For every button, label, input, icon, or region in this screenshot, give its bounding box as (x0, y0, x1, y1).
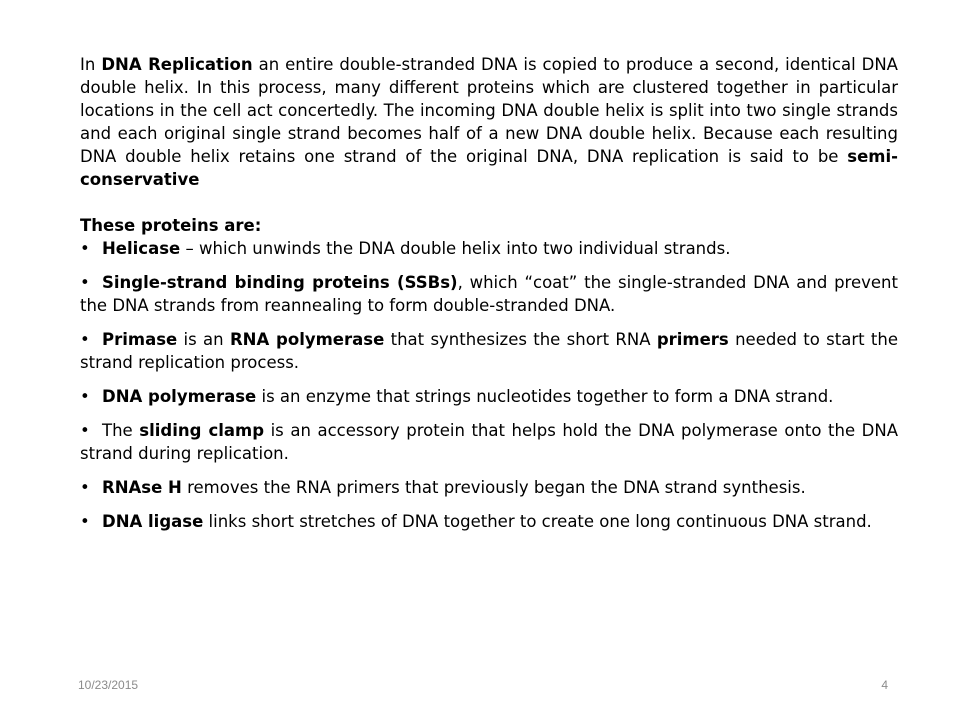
term-dna-replication: DNA Replication (101, 55, 253, 74)
item-text: , which “coat” the single-stranded DNA and prevent the DNA strands from reannealing to form double-stranded DNA. (80, 273, 898, 315)
term-rnase-h: RNAse H (102, 478, 182, 497)
term-rna-polymerase: RNA polymerase (229, 330, 385, 349)
bullet-icon: • (80, 512, 90, 531)
list-item-ssbs (80, 271, 898, 317)
footer-date: 10/23/2015 (78, 678, 139, 692)
list-item-sliding-clamp (80, 419, 898, 465)
list-item-helicase (80, 237, 898, 260)
item-text: – which unwinds the DNA double helix into two individual strands. (180, 239, 731, 258)
bullet-icon: • (80, 239, 90, 258)
item-text: that synthesizes the short RNA (384, 330, 657, 349)
term-primers: primers (656, 330, 729, 349)
list-item-primase (80, 328, 898, 374)
term-sliding-clamp: sliding clamp (139, 421, 265, 440)
bullet-icon: • (80, 478, 90, 497)
bullet-icon: • (80, 387, 90, 406)
item-text: is an enzyme that strings nucleotides together to form a DNA strand. (256, 387, 834, 406)
intro-text: an entire double-stranded DNA is copied to produce a second, identical DNA double helix. In this process, many different proteins which are clustered together in particular locations in the cell act concertedly. The incoming DNA double helix is split into two single strands and each original single strand becomes half of a new DNA double helix. Because each resulting DNA double helix retains one strand of the original DNA, DNA replication is said to be (80, 55, 898, 166)
term-dna-ligase: DNA ligase (102, 512, 204, 531)
slide-content (80, 53, 898, 544)
list-heading: These proteins are: (80, 216, 262, 235)
list-item-dna-polymerase (80, 385, 898, 408)
term-ssbs: Single-strand binding proteins (SSBs) (102, 273, 458, 292)
term-primase: Primase (102, 330, 178, 349)
list-item-rnase-h (80, 476, 898, 499)
item-text: is an accessory protein that helps hold the DNA polymerase onto the DNA strand during replication. (80, 421, 899, 463)
item-text: The (102, 421, 140, 440)
intro-text: In (80, 55, 102, 74)
bullet-icon: • (80, 330, 90, 349)
item-text: needed to start the strand replication process. (80, 330, 898, 372)
term-helicase: Helicase (102, 239, 181, 258)
bullet-icon: • (80, 421, 90, 440)
term-dna-polymerase: DNA polymerase (102, 387, 257, 406)
page-number: 4 (881, 678, 888, 692)
item-text: links short stretches of DNA together to create one long continuous DNA strand. (203, 512, 872, 531)
item-text: removes the RNA primers that previously began the DNA strand synthesis. (181, 478, 806, 497)
bullet-icon: • (80, 273, 90, 292)
term-semi-conservative: semi-conservative (80, 147, 898, 189)
list-item-dna-ligase (80, 510, 898, 533)
intro-paragraph (80, 53, 898, 191)
item-text: is an (177, 330, 230, 349)
protein-list (80, 237, 898, 533)
